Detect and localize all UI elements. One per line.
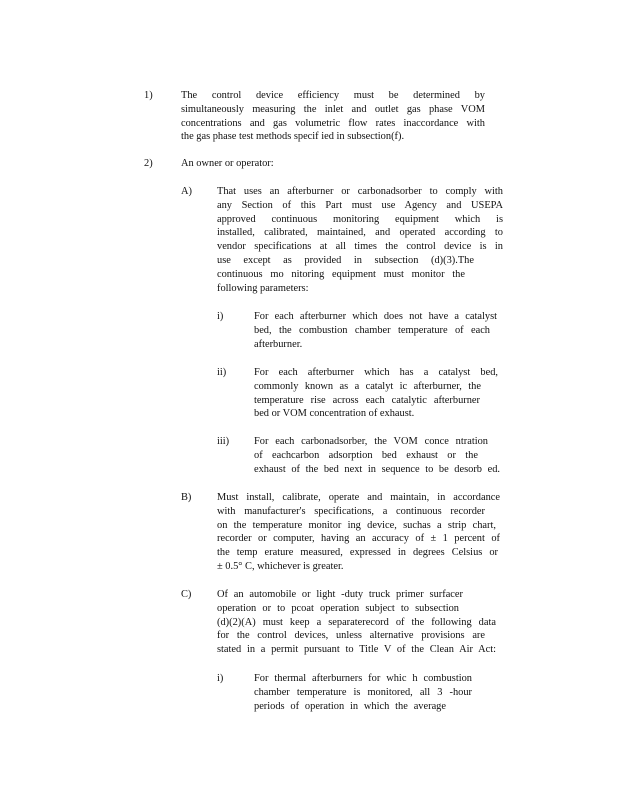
paragraph-c (217, 588, 500, 657)
text-line: An owner or operator: (181, 158, 274, 169)
paragraph-1 (181, 89, 485, 144)
text-line: for the control devices, unless alternative provisions are (217, 630, 485, 642)
text-line: installed, calibrated, maintained, and operated according to (217, 227, 503, 239)
text-line: For each afterburner which does not have a catalyst (254, 311, 497, 322)
item-label-a: A) (181, 186, 192, 197)
text-line: For thermal afterburners for whic h combustion (254, 673, 472, 684)
item-label-c-i: i) (217, 673, 224, 684)
item-label-a-ii: ii) (217, 367, 227, 378)
text-line: commonly known as a catalyt ic afterburner, the (254, 380, 481, 392)
text-line: chamber temperature is monitored, all 3 -hour (254, 686, 472, 698)
paragraph-c-i (254, 672, 497, 713)
item-label-b: B) (181, 492, 192, 503)
item-number-2: 2) (144, 158, 153, 169)
text-line: Of an automobile or light -duty truck primer surfacer (217, 589, 463, 600)
paragraph-a-i (254, 310, 497, 351)
paragraph-a-ii (254, 366, 497, 421)
text-line: continuous mo nitoring equipment must monitor the (217, 268, 465, 280)
text-line: temperature rise across each catalytic afterburner (254, 394, 480, 406)
text-line: The control device efficiency must be determined by (181, 90, 485, 101)
text-line: periods of operation in which the average (254, 700, 446, 712)
item-label-a-iii: iii) (217, 436, 230, 447)
text-line: ± 0.5° C, whichever is greater. (217, 560, 344, 572)
text-line: Must install, calibrate, operate and maintain, in accordance (217, 492, 500, 503)
text-line: bed or VOM concentration of exhaust. (254, 408, 415, 420)
text-line: afterburner. (254, 338, 303, 350)
text-line: the temp erature measured, expressed in degrees Celsius or (217, 547, 498, 559)
text-line: (d)(2)(A) must keep a separaterecord of the following data (217, 616, 496, 628)
text-line: the gas phase test methods specif ied in subsection(f). (181, 131, 405, 143)
text-line: with manufacturer's specifications, a continuous recorder (217, 505, 485, 517)
text-line: For each afterburner which has a catalyst bed, (254, 367, 498, 378)
item-label-a-i: i) (217, 311, 224, 322)
text-line: use except as provided in subsection (d)(3).The (217, 254, 474, 266)
paragraph-b (217, 491, 500, 574)
text-line: following parameters: (217, 282, 309, 294)
text-line: approved continuous monitoring equipment which is (217, 213, 503, 225)
text-line: on the temperature monitor ing device, suchas a strip chart, (217, 519, 496, 531)
text-line: of eachcarbon adsorption bed exhaust or the (254, 449, 478, 461)
text-line: vendor specifications at all times the control device is in (217, 241, 503, 253)
item-label-c: C) (181, 589, 192, 600)
text-line: bed, the combustion chamber temperature of each (254, 324, 490, 336)
paragraph-a (217, 185, 503, 295)
text-line: concentrations and gas volumetric flow rates inaccordance with (181, 117, 485, 129)
text-line: exhaust of the bed next in sequence to be desorb ed. (254, 463, 500, 475)
text-line: simultaneously measuring the inlet and outlet gas phase VOM (181, 103, 485, 115)
text-line: stated in a permit pursuant to Title V of the Clean Air Act: (217, 644, 496, 656)
paragraph-2 (181, 157, 485, 171)
item-number-1: 1) (144, 90, 153, 101)
text-line: recorder or computer, having an accuracy of ± 1 percent of (217, 533, 500, 545)
paragraph-a-iii (254, 435, 500, 476)
text-line: any Section of this Part must use Agency and USEPA (217, 199, 503, 211)
text-line: For each carbonadsorber, the VOM conce ntration (254, 436, 488, 447)
text-line: That uses an afterburner or carbonadsorber to comply with (217, 186, 503, 197)
text-line: operation or to pcoat operation subject to subsection (217, 602, 459, 614)
